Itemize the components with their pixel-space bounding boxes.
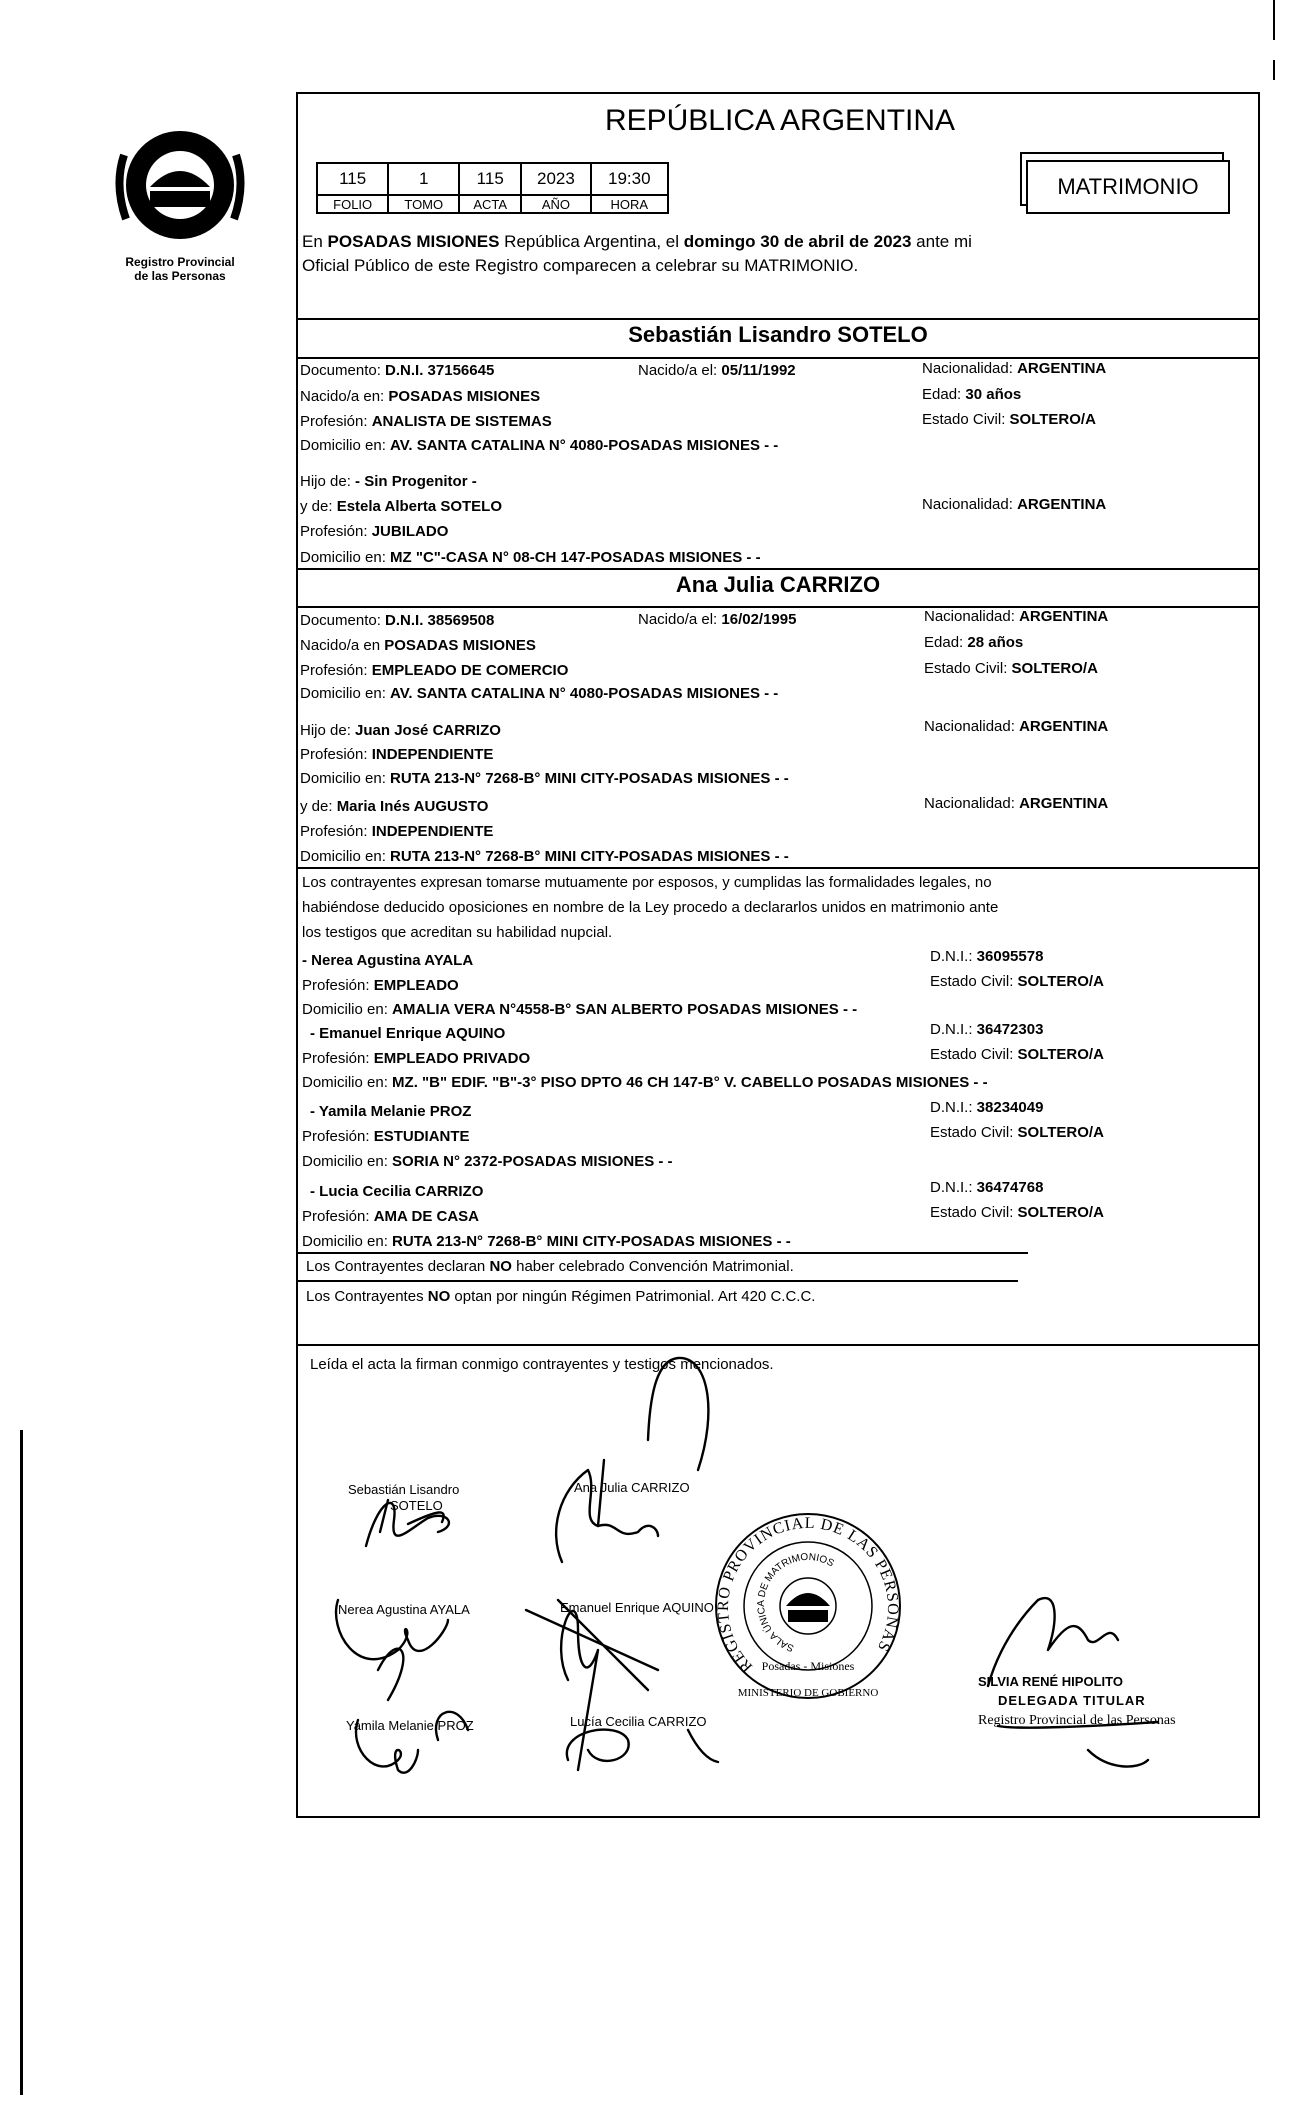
witness2-signature-caption: Emanuel Enrique AQUINO <box>560 1600 714 1615</box>
seal-outer-text: REGISTRO PROVINCIAL DE LAS PERSONAS <box>714 1514 902 1676</box>
groom-name: Sebastián Lisandro SOTELO <box>628 322 928 347</box>
convention-line1: Los Contrayentes declaran NO haber celebrado Convención Matrimonial. <box>306 1258 794 1275</box>
registry-emblem-icon <box>110 115 250 255</box>
seal-inner-text: SALA ÚNICA DE MATRIMONIOS <box>756 1551 836 1654</box>
convention-line2: Los Contrayentes NO optan por ningún Régimen Patrimonial. Art 420 C.C.C. <box>306 1288 816 1305</box>
hour-label: HORA <box>591 195 668 213</box>
witness-civil-status: Estado Civil: SOLTERO/A <box>930 1204 1104 1221</box>
official-seal-icon <box>710 1510 906 1700</box>
bride-profession: Profesión: EMPLEADO DE COMERCIO <box>300 662 569 679</box>
declaration-line2: habiéndose deducido oposiciones en nombre de la Ley procedo a declararlos unidos en matrimonio ante <box>302 899 999 916</box>
groom-age: Edad: 30 años <box>922 386 1022 403</box>
bride-father-nationality: Nacionalidad: ARGENTINA <box>924 718 1109 735</box>
intro-line1: En POSADAS MISIONES República Argentina, el domingo 30 de abril de 2023 ante mi <box>302 232 972 251</box>
witness1-signature-caption: Nerea Agustina AYALA <box>338 1602 470 1617</box>
divider <box>298 1280 1018 1282</box>
hour-value: 19:30 <box>591 163 668 195</box>
bride-signature-caption: Ana Julia CARRIZO <box>574 1480 690 1495</box>
year-value: 2023 <box>521 163 590 195</box>
marriage-certificate <box>296 92 1260 1818</box>
witness3-signature-caption: Yamila Melanie PROZ <box>346 1718 474 1733</box>
groom-document: Documento: D.N.I. 37156645 <box>300 362 495 379</box>
groom-mother: y de: Estela Alberta SOTELO <box>300 498 503 515</box>
witness-civil-status: Estado Civil: SOLTERO/A <box>930 973 1104 990</box>
bride-nationality: Nacionalidad: ARGENTINA <box>924 608 1109 625</box>
bride-father-address: Domicilio en: RUTA 213-N° 7268-B° MINI CITY-POSADAS MISIONES - - <box>300 770 789 787</box>
bride-mother-profession: Profesión: INDEPENDIENTE <box>300 823 494 840</box>
acta-value: 115 <box>459 163 521 195</box>
groom-mother-address: Domicilio en: MZ "C"-CASA N° 08-CH 147-POSADAS MISIONES - - <box>300 549 761 566</box>
groom-nationality: Nacionalidad: ARGENTINA <box>922 360 1107 377</box>
folio-value: 115 <box>317 163 388 195</box>
witness-profession: Profesión: EMPLEADO PRIVADO <box>302 1050 531 1067</box>
witness-name: - Lucia Cecilia CARRIZO <box>310 1183 484 1200</box>
groom-signature-line1: Sebastián Lisandro <box>348 1482 460 1497</box>
bride-birthdate: Nacido/a el: 16/02/1995 <box>638 611 797 628</box>
folio-label: FOLIO <box>317 195 388 213</box>
groom-birthdate: Nacido/a el: 05/11/1992 <box>638 362 796 379</box>
groom-civil-status: Estado Civil: SOLTERO/A <box>922 411 1096 428</box>
groom-birthplace: Nacido/a en: POSADAS MISIONES <box>300 388 541 405</box>
official-organization: Registro Provincial de las Personas <box>978 1713 1176 1728</box>
bride-document: Documento: D.N.I. 38569508 <box>300 612 495 629</box>
registry-table <box>316 162 669 214</box>
witness-profession: Profesión: AMA DE CASA <box>302 1208 479 1225</box>
intro-line2: Oficial Público de este Registro comparecen a celebrar su MATRIMONIO. <box>302 256 859 275</box>
divider <box>298 1252 1028 1254</box>
groom-mother-nationality: Nacionalidad: ARGENTINA <box>922 496 1107 513</box>
declaration-line1: Los contrayentes expresan tomarse mutuamente por esposos, y cumplidas las formalidades legales, no <box>302 874 992 891</box>
bride-mother-address: Domicilio en: RUTA 213-N° 7268-B° MINI CITY-POSADAS MISIONES - - <box>300 848 789 865</box>
divider <box>298 318 1258 320</box>
witness-civil-status: Estado Civil: SOLTERO/A <box>930 1046 1104 1063</box>
official-name: SILVIA RENÉ HIPOLITO <box>978 1674 1123 1689</box>
tomo-label: TOMO <box>388 195 459 213</box>
signatures-intro: Leída el acta la firman conmigo contrayentes y testigos mencionados. <box>310 1356 774 1373</box>
seal-bottom-text: MINISTERIO DE GOBIERNO <box>737 1687 879 1699</box>
witness-name: - Nerea Agustina AYALA <box>302 952 474 969</box>
bride-father-profession: Profesión: INDEPENDIENTE <box>300 746 494 763</box>
scan-edge-mark <box>1273 0 1275 40</box>
witness-profession: Profesión: EMPLEADO <box>302 977 459 994</box>
witness-name: - Emanuel Enrique AQUINO <box>310 1025 506 1042</box>
scan-edge-mark <box>20 1430 23 2095</box>
bride-mother-nationality: Nacionalidad: ARGENTINA <box>924 795 1109 812</box>
divider <box>298 867 1258 869</box>
bride-father: Hijo de: Juan José CARRIZO <box>300 722 501 739</box>
witness-civil-status: Estado Civil: SOLTERO/A <box>930 1124 1104 1141</box>
marriage-place: POSADAS MISIONES <box>327 232 500 251</box>
bride-name: Ana Julia CARRIZO <box>675 572 881 597</box>
divider <box>298 357 1258 359</box>
groom-father: Hijo de: - Sin Progenitor - <box>300 473 477 490</box>
groom-profession: Profesión: ANALISTA DE SISTEMAS <box>300 413 552 430</box>
witness-name: - Yamila Melanie PROZ <box>310 1103 472 1120</box>
bride-civil-status: Estado Civil: SOLTERO/A <box>924 660 1098 677</box>
witness-dni: D.N.I.: 38234049 <box>930 1099 1044 1116</box>
act-type: MATRIMONIO <box>1026 160 1230 214</box>
registry-logo <box>110 115 250 295</box>
groom-signature-line2: SOTELO <box>390 1498 443 1513</box>
witness-address: Domicilio en: AMALIA VERA N°4558-B° SAN ALBERTO POSADAS MISIONES - - <box>302 1001 858 1018</box>
witness4-signature-caption: Lucía Cecilia CARRIZO <box>570 1714 707 1729</box>
divider <box>298 606 1258 608</box>
bride-mother: y de: Maria Inés AUGUSTO <box>300 798 489 815</box>
page-title: REPÚBLICA ARGENTINA <box>604 104 956 137</box>
bride-age: Edad: 28 años <box>924 634 1024 651</box>
registry-logo-line1: Registro Provincial <box>125 255 235 269</box>
witness-address: Domicilio en: RUTA 213-N° 7268-B° MINI CITY-POSADAS MISIONES - - <box>302 1233 791 1250</box>
groom-address: Domicilio en: AV. SANTA CATALINA N° 4080-POSADAS MISIONES - - <box>300 437 779 454</box>
witness-address: Domicilio en: SORIA N° 2372-POSADAS MISIONES - - <box>302 1153 673 1170</box>
divider <box>298 568 1258 570</box>
witness-address: Domicilio en: MZ. "B" EDIF. "B"-3° PISO DPTO 46 CH 147-B° V. CABELLO POSADAS MISIONES - - <box>302 1074 988 1091</box>
bride-birthplace: Nacido/a en POSADAS MISIONES <box>300 637 536 654</box>
official-role: DELEGADA TITULAR <box>998 1693 1146 1708</box>
declaration-line3: los testigos que acreditan su habilidad nupcial. <box>302 924 613 941</box>
year-label: AÑO <box>521 195 590 213</box>
witness-dni: D.N.I.: 36474768 <box>930 1179 1044 1196</box>
registry-logo-line2: de las Personas <box>134 269 226 283</box>
witness-dni: D.N.I.: 36095578 <box>930 948 1044 965</box>
seal-city: Posadas - Misiones <box>761 1659 855 1673</box>
witness-profession: Profesión: ESTUDIANTE <box>302 1128 470 1145</box>
divider <box>298 1344 1258 1346</box>
scan-edge-mark <box>1273 60 1275 80</box>
marriage-date: domingo 30 de abril de 2023 <box>683 232 912 251</box>
witness-dni: D.N.I.: 36472303 <box>930 1021 1044 1038</box>
bride-address: Domicilio en: AV. SANTA CATALINA N° 4080-POSADAS MISIONES - - <box>300 685 779 702</box>
acta-label: ACTA <box>459 195 521 213</box>
groom-mother-profession: Profesión: JUBILADO <box>300 523 449 540</box>
tomo-value: 1 <box>388 163 459 195</box>
